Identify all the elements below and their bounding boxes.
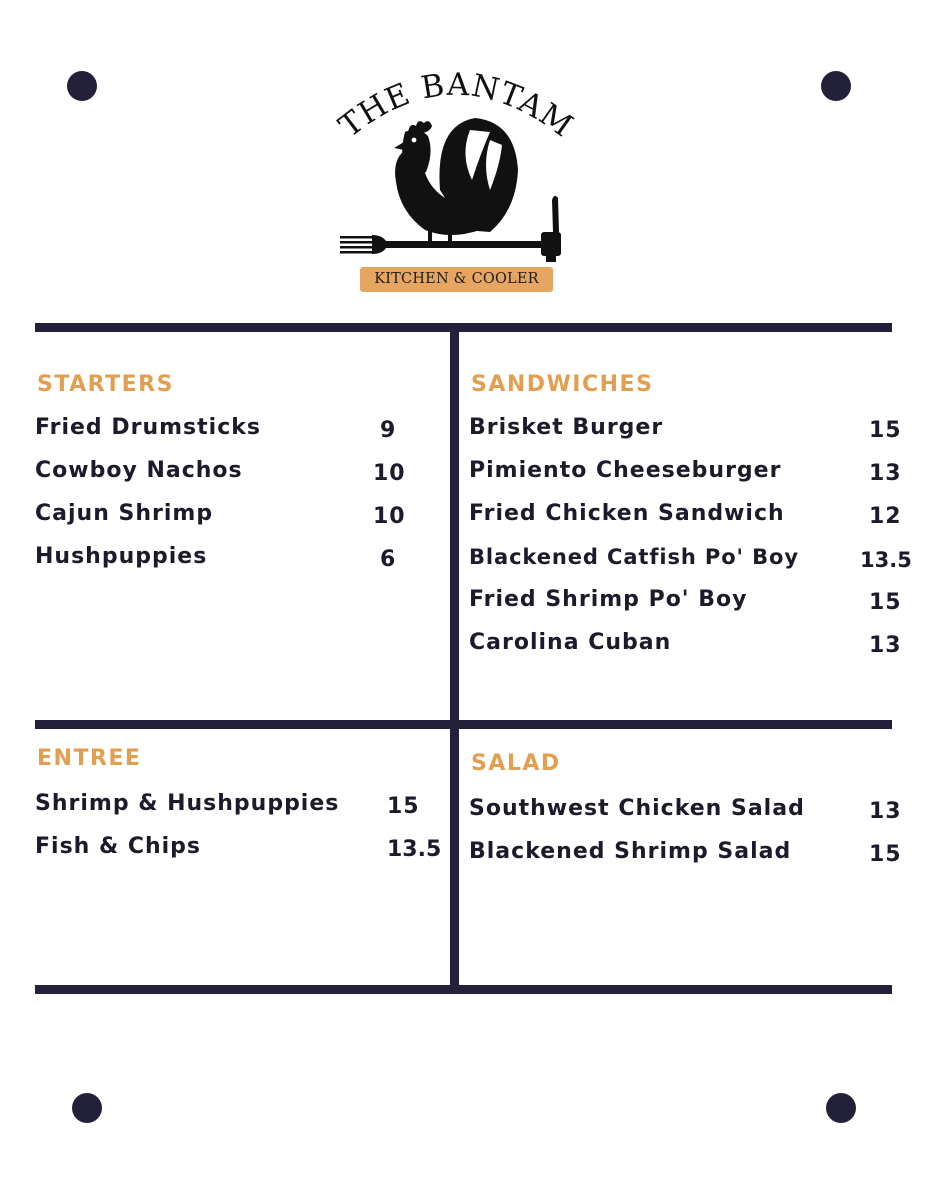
item-price: 9 [380,418,397,443]
divider-middle [35,720,892,729]
rooster-on-fork-and-tap-icon [330,60,580,300]
logo-title: THE BANTAM [332,66,580,145]
item-name: Shrimp & Hushpuppies [35,791,340,816]
item-price: 13 [869,461,902,486]
item-price: 12 [869,504,902,529]
corner-dot-bottom-right [826,1093,856,1123]
item-name: Brisket Burger [469,415,664,440]
corner-dot-top-right [821,71,851,101]
logo-subtitle: KITCHEN & COOLER [374,271,539,287]
section-heading-sandwiches: SANDWICHES [471,372,654,397]
item-name: Fish & Chips [35,834,202,859]
item-name: Carolina Cuban [469,630,672,655]
item-price: 15 [387,794,420,819]
item-name: Fried Shrimp Po' Boy [469,587,748,612]
item-price: 15 [869,418,902,443]
divider-vertical [450,323,459,994]
section-heading-entree: ENTREE [37,746,142,771]
item-name: Fried Drumsticks [35,415,261,440]
item-name: Blackened Shrimp Salad [469,839,792,864]
restaurant-logo [330,60,580,300]
item-price: 15 [869,842,902,867]
section-heading-starters: STARTERS [37,372,174,397]
item-name: Blackened Catfish Po' Boy [469,545,799,569]
item-price: 6 [380,547,397,572]
item-price: 10 [373,504,406,529]
item-name: Southwest Chicken Salad [469,796,805,821]
item-price: 13.5 [387,837,442,862]
divider-top [35,323,892,332]
item-name: Pimiento Cheeseburger [469,458,782,483]
item-price: 15 [869,590,902,615]
divider-bottom [35,985,892,994]
item-name: Fried Chicken Sandwich [469,501,785,526]
corner-dot-top-left [67,71,97,101]
section-heading-salad: SALAD [471,751,561,776]
item-price: 13 [869,633,902,658]
item-name: Hushpuppies [35,544,208,569]
item-price: 10 [373,461,406,486]
item-price: 13 [869,799,902,824]
corner-dot-bottom-left [72,1093,102,1123]
item-name: Cowboy Nachos [35,458,243,483]
item-price: 13.5 [860,548,912,572]
item-name: Cajun Shrimp [35,501,214,526]
